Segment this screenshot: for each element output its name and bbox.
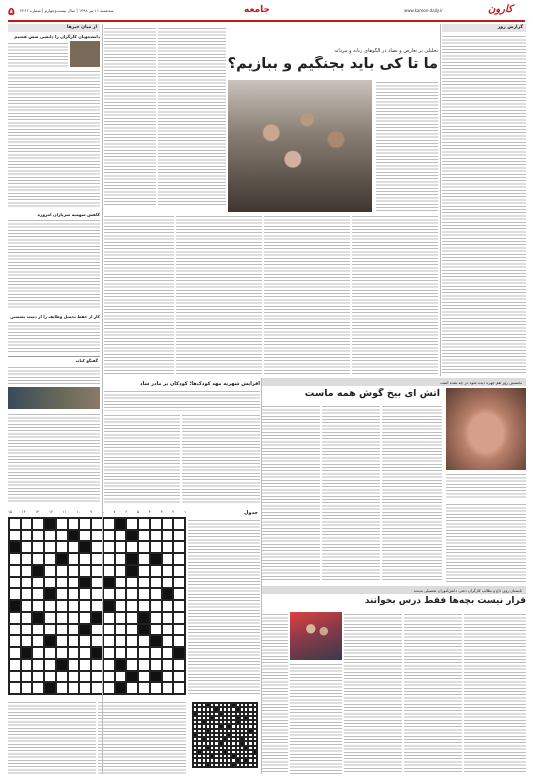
- left-ad-photo: [8, 387, 100, 409]
- crossword-cell[interactable]: [126, 553, 138, 565]
- crossword-cell[interactable]: [56, 553, 68, 565]
- crossword-cell[interactable]: [138, 612, 150, 624]
- crossword-cell[interactable]: [21, 541, 33, 553]
- crossword-cell[interactable]: [68, 671, 80, 683]
- crossword-cell[interactable]: [79, 577, 91, 589]
- left-column-header: [8, 24, 100, 32]
- crossword-cell[interactable]: [162, 612, 174, 624]
- crossword-cell[interactable]: [79, 635, 91, 647]
- crossword-cell[interactable]: [79, 530, 91, 542]
- crossword-cell[interactable]: [150, 671, 162, 683]
- crossword-cell[interactable]: [9, 565, 21, 577]
- crossword-cell[interactable]: [44, 577, 56, 589]
- crossword-cell[interactable]: [115, 530, 127, 542]
- crossword-cell[interactable]: [79, 624, 91, 636]
- crossword-cell[interactable]: [138, 659, 150, 671]
- masthead-rule: [8, 20, 525, 22]
- crowd-photo: [228, 80, 372, 212]
- crossword-cell[interactable]: [56, 682, 68, 694]
- crossword-cell[interactable]: [21, 565, 33, 577]
- crossword-cell[interactable]: [150, 647, 162, 659]
- crossword-cell[interactable]: [173, 600, 185, 612]
- crossword-cell[interactable]: [150, 624, 162, 636]
- crossword-cell[interactable]: [115, 612, 127, 624]
- crossword-cell[interactable]: [103, 600, 115, 612]
- crossword-cell[interactable]: [44, 530, 56, 542]
- crossword-cell[interactable]: [150, 518, 162, 530]
- crossword-cell[interactable]: [162, 671, 174, 683]
- cw-num-10: ۱۰: [76, 510, 81, 514]
- crossword-cell[interactable]: [162, 624, 174, 636]
- left-column-header-text: از میان خبرها: [66, 25, 97, 30]
- crossword-cell[interactable]: [126, 518, 138, 530]
- crossword-cell[interactable]: [126, 647, 138, 659]
- crossword-cell[interactable]: [103, 518, 115, 530]
- crossword-cell[interactable]: [68, 600, 80, 612]
- crossword-cell[interactable]: [9, 541, 21, 553]
- crossword-cell[interactable]: [9, 671, 21, 683]
- crossword-cell[interactable]: [173, 588, 185, 600]
- crossword-cell[interactable]: [126, 565, 138, 577]
- crossword-cell[interactable]: [68, 635, 80, 647]
- cw-num-6: ۶: [125, 510, 128, 514]
- crossword-cell[interactable]: [173, 635, 185, 647]
- crossword-cell[interactable]: [115, 565, 127, 577]
- crossword-cell[interactable]: [56, 659, 68, 671]
- masthead: [4, 4, 529, 20]
- crossword-cell[interactable]: [79, 553, 91, 565]
- crossword-cell[interactable]: [115, 577, 127, 589]
- main-text-col-1: [104, 26, 156, 206]
- rule-mid: [261, 378, 262, 774]
- crossword-cell[interactable]: [32, 577, 44, 589]
- crossword-cell[interactable]: [68, 518, 80, 530]
- main-text-col-4: [104, 214, 174, 374]
- cw-num-2: ۲: [172, 510, 175, 514]
- rule-right: [440, 24, 441, 376]
- crossword-cell[interactable]: [138, 600, 150, 612]
- crossword-cell[interactable]: [44, 659, 56, 671]
- crossword-cell[interactable]: [9, 659, 21, 671]
- crossword-cell[interactable]: [44, 682, 56, 694]
- crossword-cell[interactable]: [79, 659, 91, 671]
- mid-text-col-3: [382, 404, 442, 582]
- right-column-body: [442, 34, 526, 374]
- crossword-cell[interactable]: [162, 577, 174, 589]
- crossword-cell[interactable]: [115, 553, 127, 565]
- crossword-cell[interactable]: [9, 600, 21, 612]
- crossword-cell[interactable]: [126, 577, 138, 589]
- crossword-cell[interactable]: [32, 671, 44, 683]
- bottom-text-col-4: [404, 612, 462, 774]
- crossword-cell[interactable]: [21, 682, 33, 694]
- crossword-cell[interactable]: [162, 541, 174, 553]
- crossword-cell[interactable]: [126, 588, 138, 600]
- crossword-cell[interactable]: [115, 647, 127, 659]
- crossword-cell[interactable]: [44, 553, 56, 565]
- crossword-cell[interactable]: [56, 671, 68, 683]
- crossword-cell[interactable]: [21, 624, 33, 636]
- crossword-cell[interactable]: [68, 577, 80, 589]
- crossword-cell[interactable]: [9, 647, 21, 659]
- left-item1-body-2: [8, 69, 100, 209]
- crossword-cell[interactable]: [138, 635, 150, 647]
- crossword-cell[interactable]: [68, 541, 80, 553]
- crossword-cell[interactable]: [162, 530, 174, 542]
- crossword-cell[interactable]: [103, 659, 115, 671]
- children-photo: [290, 612, 342, 660]
- crossword-cell[interactable]: [115, 635, 127, 647]
- crossword-cell[interactable]: [9, 588, 21, 600]
- crossword-cell[interactable]: [162, 682, 174, 694]
- crossword-cell[interactable]: [173, 530, 185, 542]
- crossword-cell[interactable]: [44, 600, 56, 612]
- crossword-cell[interactable]: [173, 682, 185, 694]
- crossword-cell[interactable]: [103, 671, 115, 683]
- crossword-cell[interactable]: [150, 588, 162, 600]
- cw-num-13: ۱۳: [35, 510, 40, 514]
- crossword-cell[interactable]: [150, 600, 162, 612]
- mid-text-col-2: [322, 404, 380, 582]
- crossword-cell[interactable]: [44, 647, 56, 659]
- date-line: سه‌شنبه ۱۱ تیر ۱۳۹۸ | سال بیست‌وچهارم | شماره ۴۲۶۶: [20, 8, 114, 13]
- crossword-cell[interactable]: [173, 647, 185, 659]
- crossword-cell[interactable]: [150, 565, 162, 577]
- cw-num-15: ۱۵: [8, 510, 12, 514]
- crossword-cell[interactable]: [138, 518, 150, 530]
- crossword-cell[interactable]: [21, 600, 33, 612]
- crossword-cell[interactable]: [9, 624, 21, 636]
- crossword-cell[interactable]: [103, 577, 115, 589]
- crossword-cell[interactable]: [115, 600, 127, 612]
- crossword-story-col-1: [104, 413, 180, 505]
- crossword-cell[interactable]: [138, 553, 150, 565]
- crossword-cell[interactable]: [115, 671, 127, 683]
- crossword-cell[interactable]: [79, 671, 91, 683]
- crossword-cell[interactable]: [150, 530, 162, 542]
- left-item1-photo: [70, 41, 100, 67]
- crossword-cell[interactable]: [173, 553, 185, 565]
- crossword-cell[interactable]: [32, 541, 44, 553]
- cw-num-8: ۸: [101, 510, 104, 514]
- crossword-cell[interactable]: [68, 612, 80, 624]
- crossword-cell[interactable]: [68, 553, 80, 565]
- crossword-cell[interactable]: [68, 624, 80, 636]
- crossword-label-box: [188, 510, 260, 518]
- crossword-cell[interactable]: [150, 659, 162, 671]
- left-ad-header: گفتگو کتاب: [75, 358, 98, 363]
- crossword-cell[interactable]: [56, 600, 68, 612]
- cw-num-1: ۱: [184, 510, 186, 514]
- crossword-cell[interactable]: [9, 577, 21, 589]
- crossword-cell[interactable]: [21, 671, 33, 683]
- crossword-cell[interactable]: [32, 635, 44, 647]
- crossword-cell[interactable]: [79, 565, 91, 577]
- crossword-cell[interactable]: [103, 565, 115, 577]
- crossword-cell[interactable]: [79, 600, 91, 612]
- left-item2-title: کاهش سهمیه سربازان امروزه: [37, 212, 100, 217]
- crossword-cell[interactable]: [162, 659, 174, 671]
- crossword-cell[interactable]: [32, 518, 44, 530]
- crossword-cell[interactable]: [32, 612, 44, 624]
- crossword-cell[interactable]: [44, 518, 56, 530]
- main-text-col-5: [176, 214, 262, 374]
- bottom-story-kicker-bar: [262, 586, 526, 594]
- crossword-cell[interactable]: [173, 565, 185, 577]
- crossword-cell[interactable]: [44, 588, 56, 600]
- crossword-cell[interactable]: [138, 541, 150, 553]
- crossword-cell[interactable]: [44, 635, 56, 647]
- crossword-cell[interactable]: [79, 612, 91, 624]
- logo: کارون: [488, 4, 513, 15]
- cw-num-14: ۱۴: [21, 510, 26, 514]
- mid-story-kicker: نخستین روز هم چهره دیده شود در چه شده است: [440, 379, 522, 385]
- bottom-text-col-1: [262, 612, 288, 774]
- main-text-col-7: [352, 214, 438, 374]
- crossword-cell[interactable]: [173, 659, 185, 671]
- crossword-cell[interactable]: [126, 600, 138, 612]
- crossword-cell[interactable]: [9, 553, 21, 565]
- crossword-cell[interactable]: [68, 659, 80, 671]
- crossword-cell[interactable]: [21, 635, 33, 647]
- crossword-cell[interactable]: [44, 624, 56, 636]
- left-column: [8, 24, 100, 354]
- crossword-clues-vertical-1: [8, 700, 96, 774]
- hands-photo: [446, 388, 526, 470]
- mid-story-headline: آتش ای بیخ گوش همه ماست: [304, 388, 440, 399]
- cw-num-3: ۳: [160, 510, 163, 514]
- crossword-cell[interactable]: [173, 612, 185, 624]
- bottom-text-col-3: [344, 612, 402, 774]
- crossword-cell[interactable]: [103, 682, 115, 694]
- crossword-cell[interactable]: [21, 553, 33, 565]
- crossword-cell[interactable]: [162, 635, 174, 647]
- crossword-story-body: [104, 389, 260, 411]
- crossword-cell[interactable]: [162, 647, 174, 659]
- crossword-cell[interactable]: [126, 682, 138, 694]
- right-column: [442, 24, 526, 374]
- main-story-headline: ما تا کی باید بجنگیم و ببازیم؟: [228, 56, 438, 72]
- crossword-cell[interactable]: [162, 588, 174, 600]
- crossword-cell[interactable]: [138, 577, 150, 589]
- crossword-cell[interactable]: [56, 518, 68, 530]
- crossword-cell[interactable]: [115, 682, 127, 694]
- crossword-cell[interactable]: [79, 541, 91, 553]
- left-item2-body: [8, 218, 100, 310]
- crossword-cell[interactable]: [115, 624, 127, 636]
- main-text-col-2: [158, 26, 226, 206]
- crossword-cell[interactable]: [21, 518, 33, 530]
- cw-num-5: ۵: [137, 510, 139, 514]
- crossword-cell[interactable]: [138, 530, 150, 542]
- crossword-cell[interactable]: [103, 647, 115, 659]
- crossword-cell[interactable]: [173, 671, 185, 683]
- crossword-cell[interactable]: [21, 647, 33, 659]
- crossword-cell[interactable]: [173, 577, 185, 589]
- crossword-cell[interactable]: [79, 518, 91, 530]
- crossword-cell[interactable]: [126, 659, 138, 671]
- cw-num-4: ۴: [148, 510, 151, 514]
- crossword-cell[interactable]: [103, 541, 115, 553]
- mid-text-col-1: [262, 404, 320, 582]
- crossword-cell[interactable]: [138, 647, 150, 659]
- crossword-cell[interactable]: [138, 682, 150, 694]
- crossword-cell[interactable]: [150, 577, 162, 589]
- crossword-cell[interactable]: [32, 553, 44, 565]
- crossword-cell[interactable]: [56, 541, 68, 553]
- crossword-cell[interactable]: [32, 588, 44, 600]
- crossword-cell[interactable]: [126, 635, 138, 647]
- left-item1-body: [8, 41, 68, 67]
- crossword-cell[interactable]: [68, 530, 80, 542]
- crossword-cell[interactable]: [21, 659, 33, 671]
- bottom-text-col-2: [290, 662, 342, 774]
- crossword-cell[interactable]: [9, 635, 21, 647]
- crossword-cell[interactable]: [115, 518, 127, 530]
- cw-num-11: ۱۱: [62, 510, 67, 514]
- bottom-story-kicker: تابستان روی داغ و بطالب کارگران دختر، دانش‌آموزان تحصیلی ندیدند: [413, 587, 522, 593]
- crossword-cell[interactable]: [68, 588, 80, 600]
- crossword-cell[interactable]: [162, 518, 174, 530]
- crossword-story-col-2: [182, 413, 260, 505]
- crossword-cell[interactable]: [173, 541, 185, 553]
- crossword-cell[interactable]: [162, 600, 174, 612]
- left-item3-body: [8, 320, 100, 354]
- crossword-cell[interactable]: [150, 682, 162, 694]
- crossword-cell[interactable]: [126, 624, 138, 636]
- crossword-cell: [253, 763, 257, 767]
- crossword-cell[interactable]: [150, 541, 162, 553]
- crossword-cell[interactable]: [138, 624, 150, 636]
- main-text-col-3: [376, 80, 438, 212]
- crossword-cell[interactable]: [103, 624, 115, 636]
- right-column-header-text: گزارش روز: [497, 25, 523, 30]
- crossword-cell[interactable]: [115, 588, 127, 600]
- crossword-cell[interactable]: [138, 565, 150, 577]
- crossword-cell[interactable]: [56, 635, 68, 647]
- crossword-cell[interactable]: [162, 565, 174, 577]
- crossword-cell[interactable]: [32, 659, 44, 671]
- crossword-cell[interactable]: [44, 541, 56, 553]
- crossword-cell[interactable]: [79, 647, 91, 659]
- crossword-cell[interactable]: [150, 553, 162, 565]
- crossword-cell[interactable]: [150, 612, 162, 624]
- crossword-cell[interactable]: [44, 612, 56, 624]
- cw-num-7: ۷: [113, 510, 116, 514]
- crossword-cell[interactable]: [32, 565, 44, 577]
- crossword-solution-grid: [192, 702, 258, 768]
- crossword-clues-horizontal: [188, 518, 260, 696]
- crossword-cell[interactable]: [126, 671, 138, 683]
- crossword-cell[interactable]: [79, 588, 91, 600]
- main-text-col-6: [264, 214, 350, 374]
- crossword-cell[interactable]: [56, 624, 68, 636]
- crossword-cell[interactable]: [68, 565, 80, 577]
- crossword-cell[interactable]: [21, 612, 33, 624]
- crossword-cell[interactable]: [56, 577, 68, 589]
- mid-story-kicker-bar: [262, 378, 526, 386]
- crossword-cell[interactable]: [115, 541, 127, 553]
- crossword-cell[interactable]: [9, 682, 21, 694]
- crossword-cell[interactable]: [9, 530, 21, 542]
- bottom-text-col-5: [464, 612, 526, 774]
- crossword-cell[interactable]: [32, 624, 44, 636]
- hands-caption: [446, 472, 526, 500]
- crossword-cell[interactable]: [32, 530, 44, 542]
- crossword-cell[interactable]: [126, 612, 138, 624]
- crossword-cell[interactable]: [103, 553, 115, 565]
- crossword-numbers: [8, 510, 186, 516]
- bottom-story-headline: قرار نیست بچه‌ها فقط درس بخوانند: [364, 596, 526, 606]
- crossword-grid[interactable]: [8, 517, 186, 695]
- crossword-cell[interactable]: [173, 518, 185, 530]
- crossword-cell[interactable]: [56, 647, 68, 659]
- left-ad-text: [8, 365, 100, 385]
- crossword-cell[interactable]: [56, 530, 68, 542]
- crossword-cell[interactable]: [138, 671, 150, 683]
- crossword-cell[interactable]: [103, 612, 115, 624]
- crossword-cell[interactable]: [126, 541, 138, 553]
- rule-left: [102, 24, 103, 774]
- crossword-cell[interactable]: [68, 647, 80, 659]
- crossword-label: جدول: [244, 510, 258, 516]
- crossword-cell[interactable]: [56, 565, 68, 577]
- crossword-cell[interactable]: [44, 671, 56, 683]
- mid-text-col-4: [446, 502, 526, 582]
- crossword-cell[interactable]: [21, 577, 33, 589]
- cw-num-12: ۱۲: [49, 510, 53, 514]
- crossword-cell[interactable]: [173, 624, 185, 636]
- crossword-clues-vertical-2: [98, 700, 186, 774]
- cw-num-9: ۹: [89, 510, 92, 514]
- crossword-cell[interactable]: [9, 518, 21, 530]
- crossword-cell[interactable]: [79, 682, 91, 694]
- crossword-cell[interactable]: [56, 612, 68, 624]
- crossword-cell[interactable]: [103, 530, 115, 542]
- crossword-cell[interactable]: [103, 635, 115, 647]
- crossword-cell[interactable]: [56, 588, 68, 600]
- crossword-cell[interactable]: [32, 600, 44, 612]
- crossword-cell[interactable]: [103, 588, 115, 600]
- crossword-cell[interactable]: [126, 530, 138, 542]
- section-title: جامعه: [244, 5, 270, 15]
- crossword-cell[interactable]: [162, 553, 174, 565]
- crossword-cell[interactable]: [9, 612, 21, 624]
- page-number: ۵: [8, 5, 15, 18]
- right-column-header: [442, 24, 526, 32]
- crossword-cell[interactable]: [32, 682, 44, 694]
- left-lower-text: [8, 412, 100, 502]
- crossword-cell[interactable]: [138, 588, 150, 600]
- website: www.karoon.daily.ir: [404, 8, 443, 13]
- crossword-cell[interactable]: [44, 565, 56, 577]
- crossword-cell[interactable]: [21, 588, 33, 600]
- left-ad-box: [8, 356, 100, 408]
- crossword-cell[interactable]: [32, 647, 44, 659]
- left-item3-title: کار از حفظ تحمیل وظایف را از دست نشستن: [10, 314, 100, 319]
- crossword-story-headline: افزایش شهریه مهد کودک‌ها؛ کودکان بر مادر شاد: [140, 381, 260, 387]
- main-story-kicker: تحلیلی بر تعارض و تضاد در الگوهای زنانه و مردانه: [334, 48, 438, 54]
- crossword-cell[interactable]: [115, 659, 127, 671]
- crossword-cell[interactable]: [150, 635, 162, 647]
- crossword-cell[interactable]: [68, 682, 80, 694]
- left-item1-title: دانشجویان کارگران را دانشی شش هجتیم: [14, 34, 100, 39]
- crossword-cell[interactable]: [21, 530, 33, 542]
